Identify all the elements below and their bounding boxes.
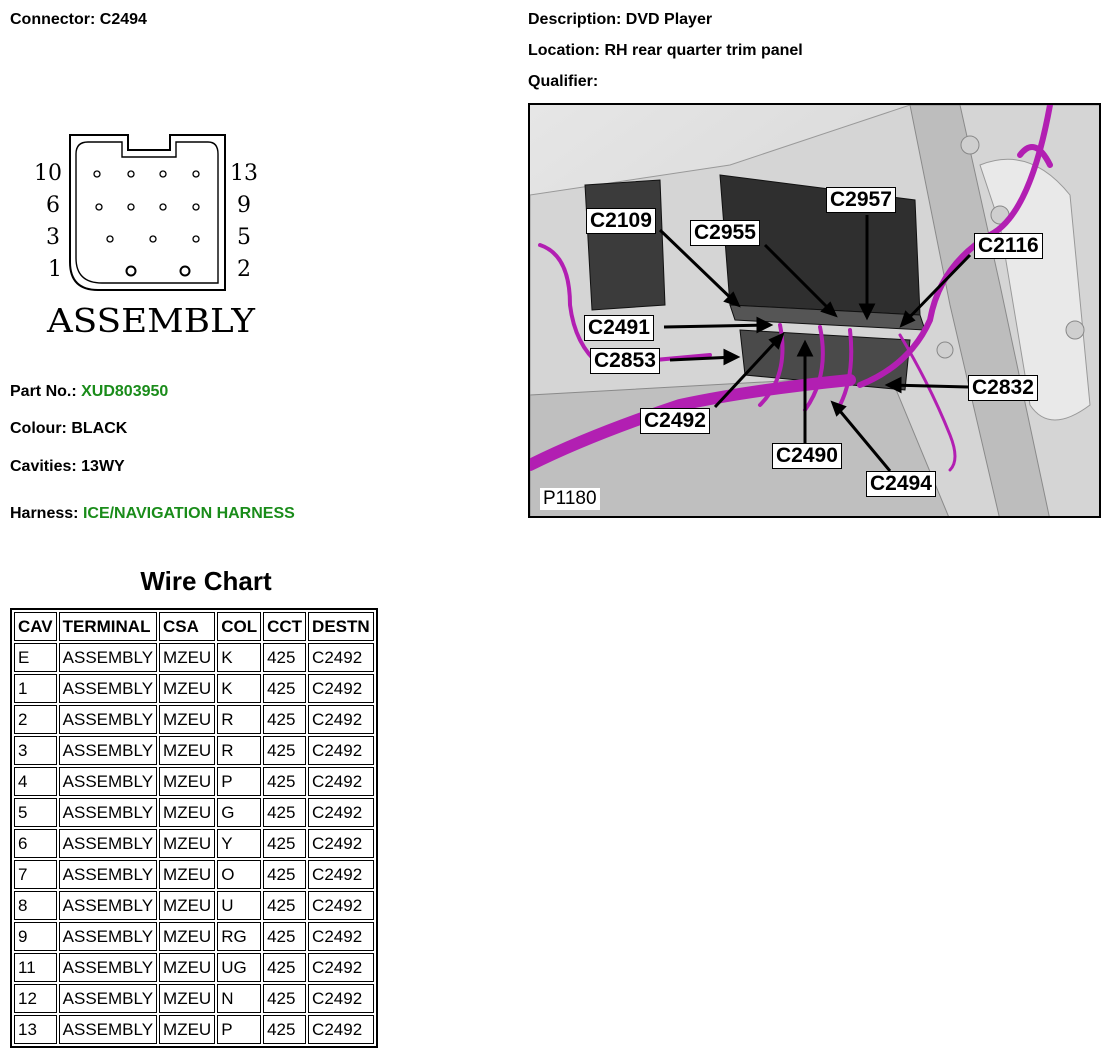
connector-label: Connector: xyxy=(10,11,96,28)
pin-label-9: 9 xyxy=(237,193,251,218)
cell-cav: 9 xyxy=(14,922,57,951)
callout-c2492: C2492 xyxy=(640,408,710,434)
cell-destn: C2492 xyxy=(308,891,374,920)
cell-cav: 5 xyxy=(14,798,57,827)
cell-col: N xyxy=(217,984,261,1013)
cell-csa: MZEU xyxy=(159,922,215,951)
cell-cct: 425 xyxy=(263,953,306,982)
cell-col: RG xyxy=(217,922,261,951)
callout-c2955: C2955 xyxy=(690,220,760,246)
cell-terminal: ASSEMBLY xyxy=(59,798,157,827)
cell-terminal: ASSEMBLY xyxy=(59,829,157,858)
cell-terminal: ASSEMBLY xyxy=(59,922,157,951)
cell-terminal: ASSEMBLY xyxy=(59,736,157,765)
header-col: COL xyxy=(217,612,261,641)
description-value: DVD Player xyxy=(625,11,713,28)
table-row xyxy=(14,705,374,734)
callout-c2491: C2491 xyxy=(584,315,654,341)
wire-chart-title: Wire Chart xyxy=(140,566,272,596)
pin-label-10: 10 xyxy=(34,161,62,186)
cell-cav: 8 xyxy=(14,891,57,920)
cell-cct: 425 xyxy=(263,1015,306,1044)
table-row xyxy=(14,829,374,858)
qualifier-field xyxy=(528,73,598,91)
cell-csa: MZEU xyxy=(159,891,215,920)
connector-outline xyxy=(70,135,225,290)
cell-destn: C2492 xyxy=(308,767,374,796)
header-terminal: TERMINAL xyxy=(59,612,157,641)
cell-terminal: ASSEMBLY xyxy=(59,643,157,672)
cell-terminal: ASSEMBLY xyxy=(59,767,157,796)
pin-label-13: 13 xyxy=(230,161,258,186)
cell-destn: C2492 xyxy=(308,705,374,734)
callout-c2109: C2109 xyxy=(586,208,656,234)
pin-label-3: 3 xyxy=(46,225,60,250)
cell-col: R xyxy=(217,705,261,734)
harness-link[interactable]: ICE/NAVIGATION HARNESS xyxy=(82,505,295,522)
pin-label-5: 5 xyxy=(237,225,251,250)
connector-face-diagram xyxy=(30,130,270,340)
pin-cavities xyxy=(94,171,199,276)
cell-destn: C2492 xyxy=(308,860,374,889)
cell-cav: 7 xyxy=(14,860,57,889)
callout-c2116: C2116 xyxy=(974,233,1043,259)
table-row xyxy=(14,953,374,982)
cell-cct: 425 xyxy=(263,674,306,703)
cell-col: P xyxy=(217,1015,261,1044)
cell-cct: 425 xyxy=(263,798,306,827)
cell-cav: 3 xyxy=(14,736,57,765)
cell-cct: 425 xyxy=(263,643,306,672)
cell-csa: MZEU xyxy=(159,674,215,703)
cell-cct: 425 xyxy=(263,829,306,858)
pin-label-6: 6 xyxy=(46,193,60,218)
cell-terminal: ASSEMBLY xyxy=(59,674,157,703)
part-no-field xyxy=(10,383,168,401)
connector-inner-outline xyxy=(76,142,218,283)
table-row xyxy=(14,891,374,920)
callout-c2957: C2957 xyxy=(826,187,896,213)
cell-col: K xyxy=(217,643,261,672)
colour-label: Colour: xyxy=(10,420,67,437)
diagram-caption: ASSEMBLY xyxy=(45,301,257,340)
cell-csa: MZEU xyxy=(159,736,215,765)
location-value: RH rear quarter trim panel xyxy=(604,42,803,59)
cell-csa: MZEU xyxy=(159,953,215,982)
cell-csa: MZEU xyxy=(159,829,215,858)
qualifier-label: Qualifier: xyxy=(528,73,599,90)
cell-destn: C2492 xyxy=(308,953,374,982)
table-row xyxy=(14,798,374,827)
cell-csa: MZEU xyxy=(159,984,215,1013)
cell-csa: MZEU xyxy=(159,643,215,672)
part-no-label: Part No.: xyxy=(10,383,77,400)
cell-cct: 425 xyxy=(263,891,306,920)
figure-id: P1180 xyxy=(540,488,600,510)
cell-terminal: ASSEMBLY xyxy=(59,705,157,734)
cell-cct: 425 xyxy=(263,984,306,1013)
cell-destn: C2492 xyxy=(308,736,374,765)
cell-col: P xyxy=(217,767,261,796)
cell-col: R xyxy=(217,736,261,765)
cell-cav: E xyxy=(14,643,57,672)
description-label: Description: xyxy=(528,11,622,28)
table-row xyxy=(14,643,374,672)
colour-value: BLACK xyxy=(71,420,128,437)
cell-col: O xyxy=(217,860,261,889)
table-row xyxy=(14,922,374,951)
cell-cav: 6 xyxy=(14,829,57,858)
cell-col: K xyxy=(217,674,261,703)
cell-csa: MZEU xyxy=(159,705,215,734)
cell-destn: C2492 xyxy=(308,984,374,1013)
cavities-label: Cavities: xyxy=(10,458,77,475)
cell-cav: 12 xyxy=(14,984,57,1013)
connector-value: C2494 xyxy=(99,11,147,28)
cell-cav: 1 xyxy=(14,674,57,703)
callout-c2853: C2853 xyxy=(590,348,660,374)
cell-destn: C2492 xyxy=(308,643,374,672)
cell-csa: MZEU xyxy=(159,860,215,889)
colour-field xyxy=(10,420,127,438)
cell-csa: MZEU xyxy=(159,1015,215,1044)
callout-c2494: C2494 xyxy=(866,471,936,497)
table-row xyxy=(14,1015,374,1044)
table-header-row xyxy=(14,612,374,641)
cell-csa: MZEU xyxy=(159,798,215,827)
cell-cav: 4 xyxy=(14,767,57,796)
cell-cct: 425 xyxy=(263,860,306,889)
cell-cct: 425 xyxy=(263,922,306,951)
cell-col: G xyxy=(217,798,261,827)
location-photo xyxy=(528,103,1101,518)
location-field xyxy=(528,42,803,60)
cell-cav: 2 xyxy=(14,705,57,734)
cell-destn: C2492 xyxy=(308,922,374,951)
cell-col: U xyxy=(217,891,261,920)
table-row xyxy=(14,736,374,765)
cell-terminal: ASSEMBLY xyxy=(59,984,157,1013)
description-field xyxy=(528,11,712,29)
table-row xyxy=(14,984,374,1013)
callout-c2490: C2490 xyxy=(772,443,842,469)
header-cav: CAV xyxy=(14,612,57,641)
cell-cav: 13 xyxy=(14,1015,57,1044)
header-destn: DESTN xyxy=(308,612,374,641)
cell-destn: C2492 xyxy=(308,829,374,858)
cell-terminal: ASSEMBLY xyxy=(59,891,157,920)
callout-c2832: C2832 xyxy=(968,375,1038,401)
table-row xyxy=(14,674,374,703)
header-csa: CSA xyxy=(159,612,215,641)
dvd-module-small xyxy=(585,180,665,310)
cavities-field xyxy=(10,458,125,476)
part-no-link[interactable]: XUD803950 xyxy=(81,383,169,400)
harness-label: Harness: xyxy=(10,505,79,522)
cell-cav: 11 xyxy=(14,953,57,982)
pin-label-1: 1 xyxy=(48,257,62,282)
cell-terminal: ASSEMBLY xyxy=(59,1015,157,1044)
cell-cct: 425 xyxy=(263,736,306,765)
header-cct: CCT xyxy=(263,612,306,641)
table-row xyxy=(14,767,374,796)
cell-csa: MZEU xyxy=(159,767,215,796)
cell-destn: C2492 xyxy=(308,674,374,703)
cell-cct: 425 xyxy=(263,705,306,734)
cell-col: UG xyxy=(217,953,261,982)
table-row xyxy=(14,860,374,889)
harness-field xyxy=(10,505,295,523)
cavities-value: 13WY xyxy=(81,458,125,475)
wire-chart-table xyxy=(10,608,378,1048)
cell-destn: C2492 xyxy=(308,798,374,827)
cell-terminal: ASSEMBLY xyxy=(59,953,157,982)
cell-destn: C2492 xyxy=(308,1015,374,1044)
cell-terminal: ASSEMBLY xyxy=(59,860,157,889)
cell-col: Y xyxy=(217,829,261,858)
location-label: Location: xyxy=(528,42,600,59)
cell-cct: 425 xyxy=(263,767,306,796)
pin-label-2: 2 xyxy=(237,257,251,282)
connector-field xyxy=(10,11,147,29)
